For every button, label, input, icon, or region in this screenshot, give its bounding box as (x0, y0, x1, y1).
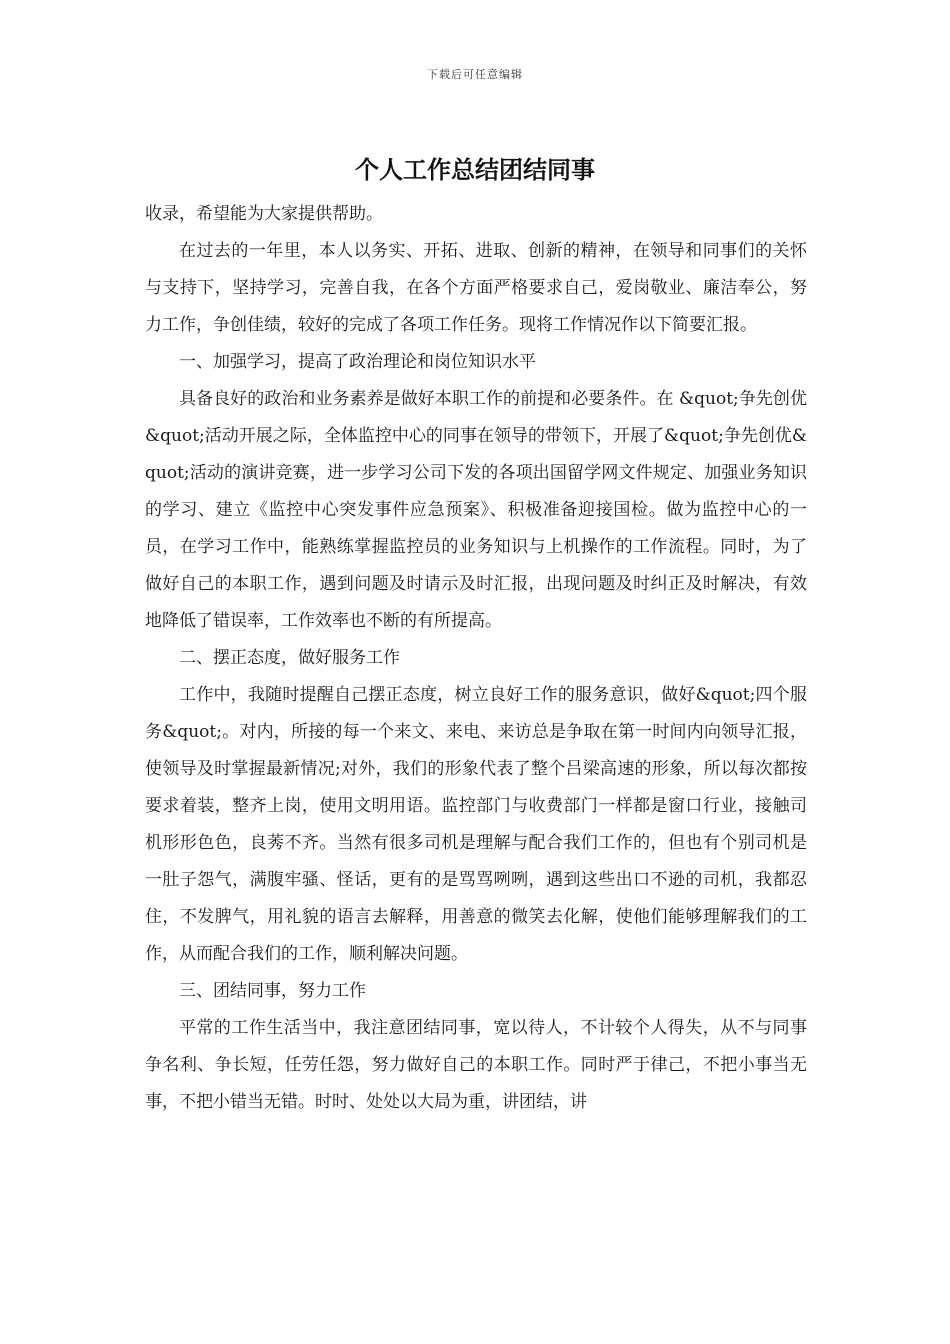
document-body (145, 196, 807, 1121)
section-heading: 一、加强学习，提高了政治理论和岗位知识水平 (179, 352, 536, 372)
header-note: 下载后可任意编辑 (427, 68, 523, 81)
paragraph: 工作中，我随时提醒自己摆正态度，树立良好工作的服务意识，做好&quot;四个服务&quot;。对内，所接的每一个来文、来电、来访总是争取在第一时间内向领导汇报，使领导及时掌握最新情况;对外，我们的形象代表了整个吕梁高速的形象，所以每次都按要求着装，整齐上岗，使用文明用语。监控部门与收费部门一样都是窗口行业，接触司机形形色色，良莠不齐。当然有很多司机是理解与配合我们工作的，但也有个别司机是一肚子怨气，满腹牢骚、怪话，更有的是骂骂咧咧，遇到这些出口不逊的司机，我都忍住，不发脾气，用礼貌的语言去解释，用善意的微笑去化解，使他们能够理解我们的工作，从而配合我们的工作，顺利解决问题。 (145, 685, 807, 964)
paragraph: 平常的工作生活当中，我注意团结同事，宽以待人，不计较个人得失，从不与同事争名利、争长短，任劳任怨，努力做好自己的本职工作。同时严于律己，不把小事当无事，不把小错当无错。时时、处处以大局为重，讲团结，讲 (145, 1018, 807, 1112)
section-heading: 二、摆正态度，做好服务工作 (179, 648, 400, 668)
paragraph: 收录，希望能为大家提供帮助。 (145, 204, 383, 224)
paragraph: 具备良好的政治和业务素养是做好本职工作的前提和必要条件。在 &quot;争先创优&quot;活动开展之际，全体监控中心的同事在领导的带领下，开展了&quot;争先创优&quot;活动的演讲竞赛，进一步学习公司下发的各项出国留学网文件规定、加强业务知识的学习、建立《监控中心突发事件应急预案》、积极准备迎接国检。做为监控中心的一员，在学习工作中，能熟练掌握监控员的业务知识与上机操作的工作流程。同时，为了做好自己的本职工作，遇到问题及时请示及时汇报，出现问题及时纠正及时解决，有效地降低了错误率，工作效率也不断的有所提高。 (145, 389, 807, 631)
document-title: 个人工作总结团结同事 (355, 156, 595, 184)
paragraph: 在过去的一年里，本人以务实、开拓、进取、创新的精神，在领导和同事们的关怀与支持下，坚持学习，完善自我，在各个方面严格要求自己，爱岗敬业、廉洁奉公，努力工作，争创佳绩，较好的完成了各项工作任务。现将工作情况作以下简要汇报。 (145, 241, 807, 335)
section-heading: 三、团结同事，努力工作 (179, 981, 366, 1001)
